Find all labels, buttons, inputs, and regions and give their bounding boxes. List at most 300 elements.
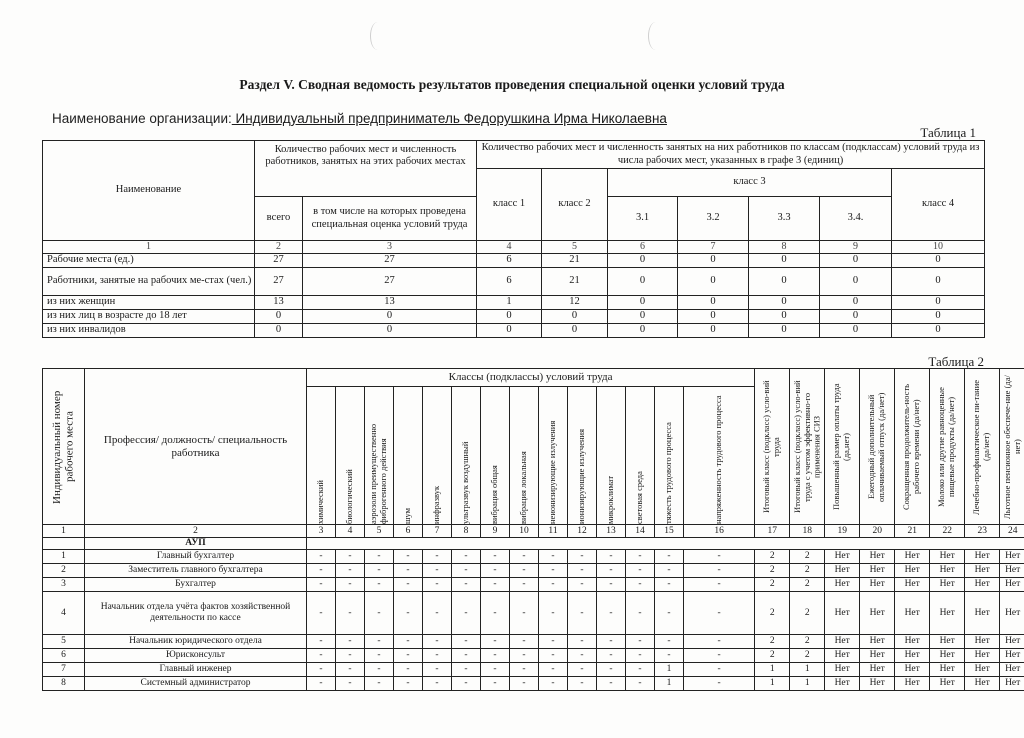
t2-factor-cell: -	[510, 564, 539, 578]
t2-factor-cell: -	[539, 649, 568, 663]
t2-final-siz-cell: 2	[790, 649, 825, 663]
t2-benefit-cell: Нет	[860, 649, 895, 663]
t2-col-number: 15	[655, 525, 684, 538]
t2-factor-cell: -	[539, 663, 568, 677]
t2-row-name: Юрисконсульт	[85, 649, 307, 663]
t2-factor-cell: -	[481, 649, 510, 663]
t2-header-factor: напряженность трудового процесса	[684, 387, 755, 525]
t1-cell: 0	[892, 324, 985, 338]
t2-header-factor: химический	[307, 387, 336, 525]
t1-cell: 0	[820, 268, 892, 296]
t2-row-id: 7	[43, 663, 85, 677]
t2-factor-cell: -	[510, 578, 539, 592]
t1-cell: 21	[542, 268, 608, 296]
t2-factor-cell: 1	[655, 663, 684, 677]
t1-header-class3: класс 3	[608, 169, 892, 197]
t2-factor-cell: -	[423, 564, 452, 578]
t1-header-c31: 3.1	[608, 197, 678, 241]
t1-header-total: всего	[255, 197, 303, 241]
t2-factor-cell: -	[452, 635, 481, 649]
t2-factor-cell: -	[568, 649, 597, 663]
t2-benefit-cell: Нет	[825, 592, 860, 635]
t2-col-number: 16	[684, 525, 755, 538]
t2-factor-cell: -	[481, 550, 510, 564]
t1-cell: 0	[608, 324, 678, 338]
t2-factor-cell: -	[568, 578, 597, 592]
t1-cell: 21	[542, 254, 608, 268]
t2-factor-cell: -	[655, 592, 684, 635]
t2-factor-cell: -	[423, 550, 452, 564]
t2-benefit-cell: Нет	[930, 635, 965, 649]
punch-hole-left	[370, 22, 385, 50]
t2-header-factor: инфразвук	[423, 387, 452, 525]
table-row	[43, 296, 985, 310]
t2-col-number: 5	[365, 525, 394, 538]
t1-cell: 0	[303, 310, 477, 324]
t2-header-pay: Повышенный размер оплаты труда (да,нет)	[825, 369, 860, 525]
t2-benefit-cell: Нет	[930, 564, 965, 578]
t2-factor-cell: -	[307, 663, 336, 677]
t2-factor-cell: -	[394, 677, 423, 691]
t2-col-number: 17	[755, 525, 790, 538]
t1-col-number: 5	[542, 241, 608, 254]
t2-factor-cell: -	[307, 564, 336, 578]
t2-header-classes-group: Классы (подклассы) условий труда	[307, 369, 755, 387]
t1-cell: 0	[749, 296, 820, 310]
t2-benefit-cell: Нет	[860, 550, 895, 564]
t2-header-factor: шум	[394, 387, 423, 525]
t2-factor-cell: -	[307, 649, 336, 663]
t2-factor-cell: -	[626, 578, 655, 592]
t1-cell: 0	[678, 324, 749, 338]
t2-factor-cell: -	[539, 592, 568, 635]
t2-benefit-cell: Нет	[895, 649, 930, 663]
t1-col-number: 6	[608, 241, 678, 254]
t2-factor-cell: -	[307, 635, 336, 649]
t2-factor-cell: -	[423, 635, 452, 649]
t2-factor-cell: -	[684, 578, 755, 592]
t2-factor-cell: -	[684, 564, 755, 578]
t2-section-filler	[307, 538, 1024, 550]
t1-cell: 0	[477, 324, 542, 338]
t1-row-name: из них женщин	[43, 296, 255, 310]
t1-cell: 0	[892, 268, 985, 296]
t1-cell: 0	[678, 254, 749, 268]
table-row	[43, 635, 1024, 649]
t2-col-number: 6	[394, 525, 423, 538]
t2-factor-cell: -	[510, 635, 539, 649]
t2-factor-cell: -	[597, 564, 626, 578]
t2-header-factor: аэрозоли преимущественно фиброгенного действия	[365, 387, 394, 525]
t2-factor-cell: -	[423, 649, 452, 663]
t1-header-class4: класс 4	[892, 169, 985, 241]
t2-factor-cell: -	[423, 663, 452, 677]
t2-final-cell: 2	[755, 578, 790, 592]
t2-factor-cell: -	[510, 550, 539, 564]
t2-factor-cell: -	[597, 663, 626, 677]
t2-factor-cell: -	[684, 550, 755, 564]
t2-factor-cell: -	[684, 649, 755, 663]
t1-cell: 0	[608, 296, 678, 310]
t2-benefit-cell: Нет	[930, 677, 965, 691]
t2-benefit-cell: Нет	[1000, 564, 1024, 578]
t1-col-number: 2	[255, 241, 303, 254]
t1-cell: 27	[303, 254, 477, 268]
t2-factor-cell: -	[568, 677, 597, 691]
t2-factor-cell: -	[365, 635, 394, 649]
t2-col-number: 2	[85, 525, 307, 538]
t2-header-factor: тяжесть трудового процесса	[655, 387, 684, 525]
t2-benefit-cell: Нет	[1000, 663, 1024, 677]
punch-hole-right	[648, 22, 663, 50]
t1-header-name: Наименование	[43, 141, 255, 241]
t2-factor-cell: -	[539, 550, 568, 564]
t2-benefit-cell: Нет	[1000, 635, 1024, 649]
t2-factor-cell: -	[568, 592, 597, 635]
t2-row-id: 1	[43, 550, 85, 564]
t2-factor-cell: -	[452, 649, 481, 663]
t2-header-id: Индивидуальный номер рабочего места	[43, 369, 85, 525]
t2-row-name: Начальник юридического отдела	[85, 635, 307, 649]
t2-final-siz-cell: 2	[790, 564, 825, 578]
t2-final-cell: 2	[755, 564, 790, 578]
table-row	[43, 550, 1024, 564]
t1-cell: 0	[255, 324, 303, 338]
t2-factor-cell: -	[655, 550, 684, 564]
t2-benefit-cell: Нет	[895, 677, 930, 691]
table-row	[43, 578, 1024, 592]
t2-benefit-cell: Нет	[1000, 677, 1024, 691]
t2-factor-cell: -	[307, 550, 336, 564]
t2-header-vacation: Ежегодный дополнительный оплачиваемый отпуск (да/нет)	[860, 369, 895, 525]
t1-cell: 0	[255, 310, 303, 324]
table-row	[43, 310, 985, 324]
t2-factor-cell: -	[539, 635, 568, 649]
t2-factor-cell: -	[423, 578, 452, 592]
t2-factor-cell: -	[568, 550, 597, 564]
t2-benefit-cell: Нет	[1000, 592, 1024, 635]
t2-benefit-cell: Нет	[895, 592, 930, 635]
t2-factor-cell: -	[568, 635, 597, 649]
t2-benefit-cell: Нет	[860, 564, 895, 578]
t2-factor-cell: -	[626, 592, 655, 635]
t2-factor-cell: -	[597, 649, 626, 663]
t2-factor-cell: -	[394, 564, 423, 578]
t2-factor-cell: -	[336, 649, 365, 663]
t2-factor-cell: -	[365, 649, 394, 663]
t2-factor-cell: -	[539, 677, 568, 691]
t2-row-id: 8	[43, 677, 85, 691]
t2-header-factor: биологический	[336, 387, 365, 525]
t2-benefit-cell: Нет	[930, 578, 965, 592]
t2-factor-cell: -	[597, 677, 626, 691]
t2-factor-cell: -	[481, 663, 510, 677]
t2-col-number: 3	[307, 525, 336, 538]
t1-cell: 6	[477, 254, 542, 268]
t2-benefit-cell: Нет	[930, 592, 965, 635]
t2-header-factor: микроклимат	[597, 387, 626, 525]
t2-final-siz-cell: 2	[790, 635, 825, 649]
t2-factor-cell: -	[452, 578, 481, 592]
t1-cell: 0	[749, 268, 820, 296]
t2-row-id: 2	[43, 564, 85, 578]
t2-benefit-cell: Нет	[965, 677, 1000, 691]
t2-factor-cell: -	[336, 564, 365, 578]
t2-benefit-cell: Нет	[965, 649, 1000, 663]
t2-factor-cell: -	[365, 550, 394, 564]
t2-factor-cell: -	[626, 550, 655, 564]
t2-benefit-cell: Нет	[965, 592, 1000, 635]
t1-cell: 0	[892, 296, 985, 310]
t1-row-name: из них лиц в возрасте до 18 лет	[43, 310, 255, 324]
t2-factor-cell: -	[481, 564, 510, 578]
table-row	[43, 564, 1024, 578]
t2-factor-cell: -	[655, 578, 684, 592]
t2-final-cell: 1	[755, 663, 790, 677]
t1-cell: 0	[820, 310, 892, 324]
t2-row-name: Бухгалтер	[85, 578, 307, 592]
table1-caption: Таблица 1	[920, 125, 976, 140]
t2-benefit-cell: Нет	[930, 649, 965, 663]
t2-row-name: Главный инженер	[85, 663, 307, 677]
t1-cell: 0	[892, 310, 985, 324]
t2-factor-cell: -	[307, 677, 336, 691]
t2-factor-cell: -	[394, 649, 423, 663]
t2-factor-cell: -	[423, 677, 452, 691]
t2-factor-cell: -	[336, 592, 365, 635]
t2-factor-cell: 1	[655, 677, 684, 691]
t2-factor-cell: -	[568, 663, 597, 677]
t2-factor-cell: -	[452, 592, 481, 635]
t2-header-factor: световая среда	[626, 387, 655, 525]
t1-header-class1: класс 1	[477, 169, 542, 241]
t2-row-name: Системный администратор	[85, 677, 307, 691]
t2-col-number: 21	[895, 525, 930, 538]
t2-header-final-siz: Итоговый класс (подкласс) усло-вий труда с учетом эффективно-го применения СИЗ	[790, 369, 825, 525]
t1-col-number: 9	[820, 241, 892, 254]
t2-factor-cell: -	[365, 677, 394, 691]
t2-factor-cell: -	[684, 635, 755, 649]
t2-factor-cell: -	[336, 635, 365, 649]
t1-cell: 27	[255, 254, 303, 268]
t2-factor-cell: -	[394, 663, 423, 677]
t1-cell: 13	[255, 296, 303, 310]
t2-factor-cell: -	[307, 578, 336, 592]
t2-benefit-cell: Нет	[895, 663, 930, 677]
table-row	[43, 663, 1024, 677]
organization-label: Наименование организации:	[52, 111, 232, 126]
t2-factor-cell: -	[365, 564, 394, 578]
t2-factor-cell: -	[626, 649, 655, 663]
t1-cell: 0	[820, 254, 892, 268]
t2-factor-cell: -	[626, 663, 655, 677]
t1-cell: 27	[303, 268, 477, 296]
t2-factor-cell: -	[365, 663, 394, 677]
t1-row-name: Рабочие места (ед.)	[43, 254, 255, 268]
t2-factor-cell: -	[597, 578, 626, 592]
t2-factor-cell: -	[626, 635, 655, 649]
t2-benefit-cell: Нет	[825, 663, 860, 677]
t2-col-number: 13	[597, 525, 626, 538]
t2-final-cell: 2	[755, 649, 790, 663]
t2-benefit-cell: Нет	[965, 578, 1000, 592]
t1-cell: 0	[608, 310, 678, 324]
t2-header-nutrition: Лечебно-профилактическое пи-тание (да/нет)	[965, 369, 1000, 525]
t2-final-siz-cell: 1	[790, 677, 825, 691]
t1-cell: 0	[678, 296, 749, 310]
organization-line	[52, 111, 667, 126]
t2-factor-cell: -	[655, 564, 684, 578]
table-row	[43, 254, 985, 268]
t2-col-number: 8	[452, 525, 481, 538]
t2-col-number: 20	[860, 525, 895, 538]
t2-factor-cell: -	[510, 677, 539, 691]
t2-factor-cell: -	[423, 592, 452, 635]
t1-cell: 0	[608, 268, 678, 296]
t2-benefit-cell: Нет	[860, 677, 895, 691]
t2-factor-cell: -	[365, 578, 394, 592]
t2-col-number: 23	[965, 525, 1000, 538]
t2-final-cell: 1	[755, 677, 790, 691]
table-row	[43, 268, 985, 296]
t2-factor-cell: -	[510, 592, 539, 635]
t2-benefit-cell: Нет	[895, 578, 930, 592]
t2-benefit-cell: Нет	[895, 635, 930, 649]
t2-section-id	[43, 538, 85, 550]
t1-header-c32: 3.2	[678, 197, 749, 241]
t1-cell: 12	[542, 296, 608, 310]
t2-benefit-cell: Нет	[860, 578, 895, 592]
workplace-table	[42, 368, 1024, 691]
t2-col-number: 11	[539, 525, 568, 538]
t2-benefit-cell: Нет	[895, 550, 930, 564]
t2-col-number: 14	[626, 525, 655, 538]
t2-factor-cell: -	[394, 592, 423, 635]
t2-benefit-cell: Нет	[930, 663, 965, 677]
t2-row-id: 5	[43, 635, 85, 649]
t1-row-name: Работники, занятые на рабочих ме-стах (чел.)	[43, 268, 255, 296]
t2-factor-cell: -	[597, 592, 626, 635]
t2-col-number: 4	[336, 525, 365, 538]
t1-col-number: 3	[303, 241, 477, 254]
t2-final-siz-cell: 2	[790, 578, 825, 592]
t2-factor-cell: -	[539, 564, 568, 578]
t2-col-number: 10	[510, 525, 539, 538]
t1-cell: 6	[477, 268, 542, 296]
t1-cell: 0	[749, 324, 820, 338]
t1-col-number: 1	[43, 241, 255, 254]
t2-column-numbers	[43, 525, 1024, 538]
t2-factor-cell: -	[452, 663, 481, 677]
t2-col-number: 24	[1000, 525, 1024, 538]
t2-header-factor: ультразвук воздушный	[452, 387, 481, 525]
t2-factor-cell: -	[452, 564, 481, 578]
t1-cell: 0	[542, 324, 608, 338]
t2-factor-cell: -	[336, 578, 365, 592]
t2-header-factor: вибрация локальная	[510, 387, 539, 525]
table-row	[43, 592, 1024, 635]
t2-factor-cell: -	[597, 550, 626, 564]
t1-header-assessed: в том числе на которых проведена специальная оценка условий труда	[303, 197, 477, 241]
t2-factor-cell: -	[568, 564, 597, 578]
t2-header-shorter-time: Сокращенная продолжитель-ность рабочего времени (да/нет)	[895, 369, 930, 525]
t2-header-milk: Молоко или другие равноценные пищевые продукты (да/нет)	[930, 369, 965, 525]
t2-col-number: 9	[481, 525, 510, 538]
t2-factor-cell: -	[539, 578, 568, 592]
t2-factor-cell: -	[626, 564, 655, 578]
t2-row-name: Главный бухгалтер	[85, 550, 307, 564]
t2-col-number: 19	[825, 525, 860, 538]
t1-header-classes-group: Количество рабочих мест и численность занятых на них работников по классам (подклассам) условий труда из числа рабочих мест, указанных в графе 3 (единиц)	[477, 141, 985, 169]
table-row	[43, 649, 1024, 663]
t2-factor-cell: -	[336, 550, 365, 564]
t1-cell: 0	[542, 310, 608, 324]
t1-column-numbers	[43, 241, 985, 254]
t2-row-id: 4	[43, 592, 85, 635]
t2-factor-cell: -	[394, 578, 423, 592]
t1-col-number: 8	[749, 241, 820, 254]
organization-name: Индивидуальный предприниматель Федорушкина Ирма Николаевна	[231, 111, 667, 126]
t1-header-c33: 3.3	[749, 197, 820, 241]
t1-cell: 0	[477, 310, 542, 324]
t1-col-number: 7	[678, 241, 749, 254]
t2-factor-cell: -	[307, 592, 336, 635]
table-row	[43, 677, 1024, 691]
t1-cell: 0	[678, 268, 749, 296]
t2-header-final: Итоговый класс (подкласс) усло-вий труда	[755, 369, 790, 525]
t2-benefit-cell: Нет	[825, 635, 860, 649]
t2-final-cell: 2	[755, 550, 790, 564]
t2-factor-cell: -	[481, 578, 510, 592]
t2-benefit-cell: Нет	[1000, 550, 1024, 564]
page-title: Раздел V. Сводная ведомость результатов проведения специальной оценки условий труда	[239, 77, 785, 92]
t1-cell: 0	[749, 310, 820, 324]
t2-final-cell: 2	[755, 592, 790, 635]
t2-col-number: 7	[423, 525, 452, 538]
t1-cell: 0	[678, 310, 749, 324]
t2-factor-cell: -	[684, 677, 755, 691]
t1-cell: 1	[477, 296, 542, 310]
t2-benefit-cell: Нет	[965, 635, 1000, 649]
t2-benefit-cell: Нет	[965, 564, 1000, 578]
t2-benefit-cell: Нет	[825, 550, 860, 564]
t2-benefit-cell: Нет	[825, 564, 860, 578]
t1-col-number: 4	[477, 241, 542, 254]
t2-row-name: Начальник отдела учёта фактов хозяйственной деятельности по кассе	[85, 592, 307, 635]
t2-header-factor: вибрация общая	[481, 387, 510, 525]
t2-benefit-cell: Нет	[1000, 649, 1024, 663]
t2-header-profession: Профессия/ должность/ специальность работника	[85, 369, 307, 525]
t2-col-number: 1	[43, 525, 85, 538]
t2-benefit-cell: Нет	[895, 564, 930, 578]
t2-factor-cell: -	[626, 677, 655, 691]
t2-final-siz-cell: 1	[790, 663, 825, 677]
t1-header-c34: 3.4.	[820, 197, 892, 241]
t2-factor-cell: -	[481, 592, 510, 635]
t2-header-pension: Льготное пенсионное обеспече-ние (да/нет)	[1000, 369, 1024, 525]
t2-factor-cell: -	[510, 663, 539, 677]
t2-benefit-cell: Нет	[965, 550, 1000, 564]
t2-section-title: АУП	[85, 538, 307, 550]
t2-col-number: 18	[790, 525, 825, 538]
t2-factor-cell: -	[655, 635, 684, 649]
t2-benefit-cell: Нет	[1000, 578, 1024, 592]
t1-cell: 0	[303, 324, 477, 338]
t2-factor-cell: -	[452, 677, 481, 691]
t2-benefit-cell: Нет	[825, 677, 860, 691]
t1-row-name: из них инвалидов	[43, 324, 255, 338]
t2-benefit-cell: Нет	[860, 592, 895, 635]
